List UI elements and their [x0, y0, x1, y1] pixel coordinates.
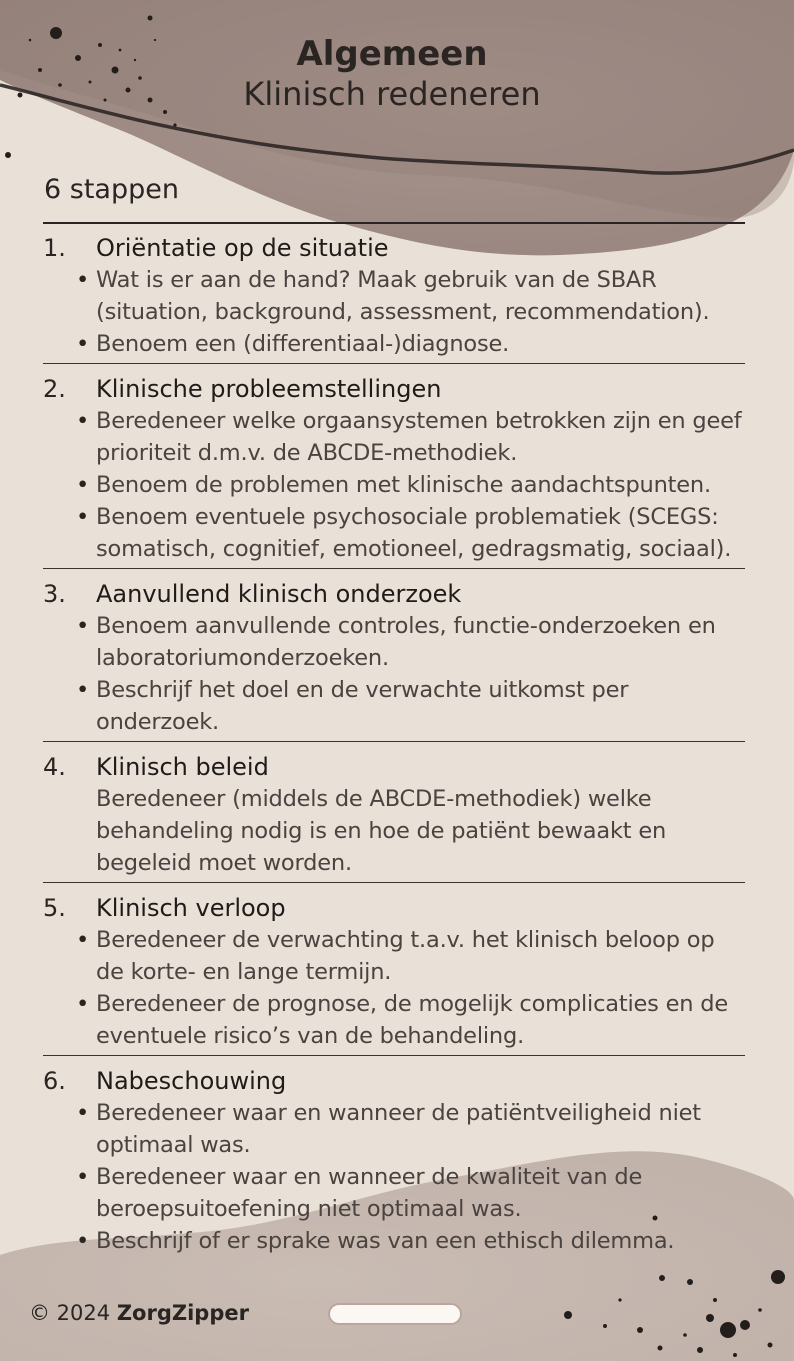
step-text: Beredeneer (middels de ABCDE-methodiek) welke behandeling nodig is en hoe de patiënt bewaakt en begeleid moet worden.	[96, 786, 667, 876]
step-number: 3.	[43, 580, 66, 608]
list-item: • Benoem eventuele psychosociale problematiek (SCEGS: somatisch, cognitief, emotioneel, gedragsmatig, sociaal).	[96, 501, 745, 565]
page-title: Algemeen	[296, 34, 488, 74]
steps-heading: 6 stappen	[44, 174, 179, 205]
step-title: Klinisch beleid	[96, 753, 269, 781]
heading-divider	[43, 222, 745, 224]
step-title: Klinisch verloop	[96, 894, 286, 922]
step-title: Oriëntatie op de situatie	[96, 234, 389, 262]
list-item: • Beredeneer de verwachting t.a.v. het klinisch beloop op de korte- en lange termijn.	[96, 924, 745, 988]
step-2	[43, 372, 745, 569]
steps-list	[43, 231, 745, 1268]
step-3	[43, 577, 745, 742]
list-item: • Beschrijf het doel en de verwachte uitkomst per onderzoek.	[96, 674, 745, 738]
zipper-handle[interactable]	[328, 1303, 462, 1325]
step-number: 5.	[43, 894, 66, 922]
list-item: • Beredeneer waar en wanneer de patiëntveiligheid niet optimaal was.	[96, 1097, 745, 1161]
list-item: • Beredeneer de prognose, de mogelijk complicaties en de eventuele risico’s van de behandeling.	[96, 988, 745, 1052]
list-item: • Benoem een (differentiaal-)diagnose.	[96, 328, 745, 360]
step-title: Aanvullend klinisch onderzoek	[96, 580, 462, 608]
step-number: 4.	[43, 753, 66, 781]
copyright-text: © 2024	[29, 1301, 111, 1325]
list-item: • Benoem de problemen met klinische aandachtspunten.	[96, 469, 745, 501]
brand-name: ZorgZipper	[116, 1301, 249, 1325]
step-title: Nabeschouwing	[96, 1067, 287, 1095]
step-title: Klinische probleemstellingen	[96, 375, 442, 403]
step-6	[43, 1064, 745, 1260]
step-number: 1.	[43, 234, 66, 262]
step-number: 2.	[43, 375, 66, 403]
step-number: 6.	[43, 1067, 66, 1095]
page-subtitle: Klinisch redeneren	[243, 75, 541, 113]
list-item: • Beredeneer welke orgaansystemen betrokken zijn en geef prioriteit d.m.v. de ABCDE-methodiek.	[96, 405, 745, 469]
header	[0, 34, 784, 114]
step-5	[43, 891, 745, 1056]
list-item: • Beredeneer waar en wanneer de kwaliteit van de beroepsuitoefening niet optimaal was.	[96, 1161, 745, 1225]
list-item: • Wat is er aan de hand? Maak gebruik van de SBAR (situation, background, assessment, recommendation).	[96, 264, 745, 328]
step-4	[43, 750, 745, 883]
list-item: • Benoem aanvullende controles, functie-onderzoeken en laboratoriumonderzoeken.	[96, 610, 745, 674]
list-item: • Beschrijf of er sprake was van een ethisch dilemma.	[96, 1225, 745, 1257]
footer-copyright	[29, 1298, 249, 1328]
step-1	[43, 231, 745, 364]
